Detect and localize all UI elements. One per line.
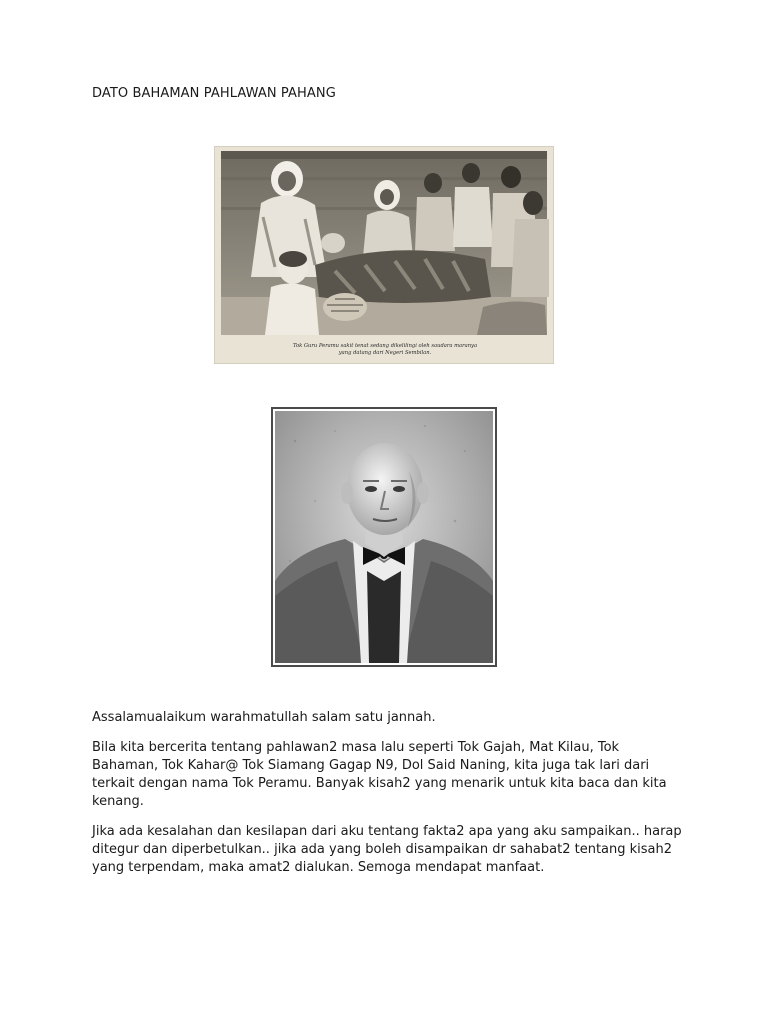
caption-line-2: yang datang dari Negeri Sembilan. <box>338 350 432 356</box>
group-photo <box>214 146 554 364</box>
paragraph-text: Bila kita bercerita tentang pahlawan2 masa lalu seperti Tok Gajah, Mat Kilau, Tok Bahaman, Tok Kahar@ Tok Siamang Gagap N9, Dol Said Naning, kita juga tak lari dari terkait dengan nama Tok Peramu. Banyak kisah2 yang menarik untuk kita baca dan kita kenang. <box>92 740 667 809</box>
paragraph-greeting <box>92 709 682 727</box>
document-title: DATO BAHAMAN PAHLAWAN PAHANG <box>92 86 336 101</box>
portrait-photo-image <box>275 411 493 663</box>
paragraph-intro <box>92 739 682 811</box>
paragraph-text: Jika ada kesalahan dan kesilapan dari aku tentang fakta2 apa yang aku sampaikan.. harap ditegur dan diperbetulkan.. jika ada yang boleh disampaikan dr sahabat2 tentang kisah2 yang terpendam, maka amat2 dialukan. Semoga mendapat manfaat. <box>92 824 682 875</box>
paragraph-text: Assalamualaikum warahmatullah salam satu jannah. <box>92 710 436 725</box>
group-photo-image <box>215 147 553 363</box>
paragraph-closing <box>92 823 682 877</box>
caption-line-1: Tok Guru Peramu sakit tenat sedang dikelilingi oleh saudara maranya <box>292 343 478 349</box>
portrait-photo <box>271 407 497 667</box>
group-photo-caption <box>215 343 555 357</box>
